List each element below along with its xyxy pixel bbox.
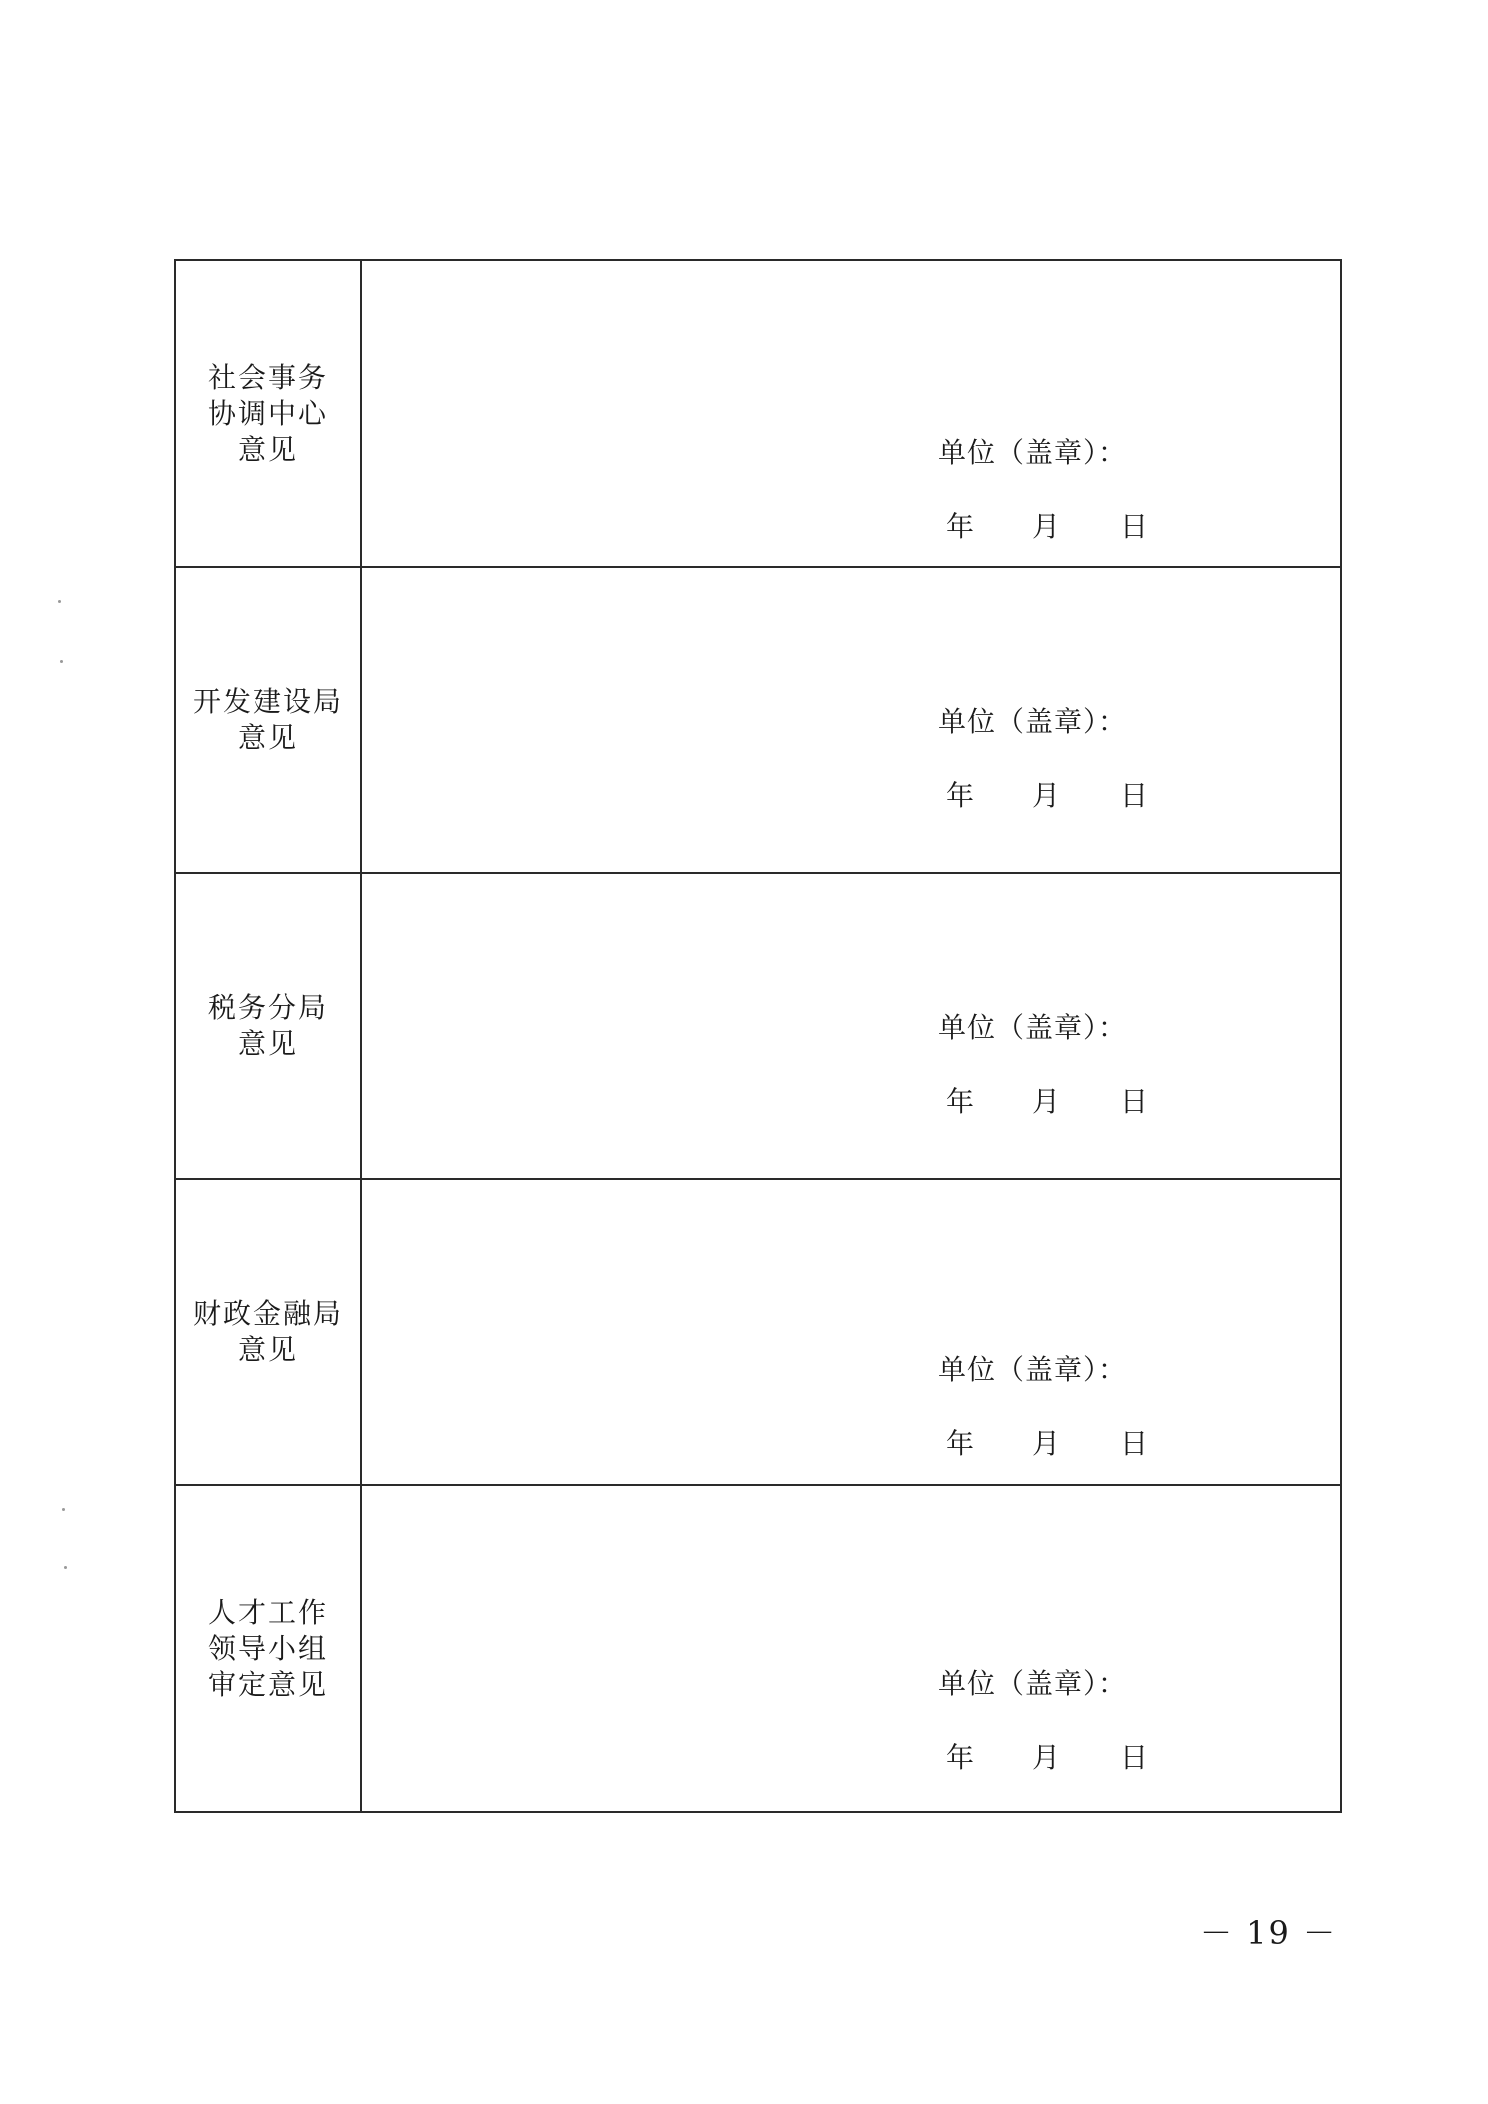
month-label: 月 [1032, 1085, 1061, 1118]
unit-stamp-label: 单位（盖章）： [938, 436, 1128, 469]
date-line [938, 1080, 1148, 1120]
label-line: 审定意见 [207, 1667, 328, 1701]
scan-speck [58, 600, 61, 603]
day-label: 日 [1120, 1085, 1149, 1118]
label-line: 协调中心 [207, 396, 328, 430]
form-row-development [175, 567, 1341, 873]
label-line: 财政金融局 [192, 1297, 343, 1330]
label-line: 领导小组 [207, 1631, 328, 1665]
year-label: 年 [946, 1741, 975, 1774]
day-label: 日 [1120, 779, 1149, 812]
label-line: 社会事务 [207, 360, 328, 394]
date-line [938, 774, 1148, 814]
month-label: 月 [1032, 510, 1061, 543]
row-label [175, 873, 361, 1179]
year-label: 年 [946, 779, 975, 812]
unit-stamp-label: 单位（盖章）： [938, 705, 1128, 738]
opinion-cell[interactable] [361, 567, 1341, 873]
row-label [175, 1485, 361, 1812]
form-row-finance [175, 1179, 1341, 1485]
year-label: 年 [946, 510, 975, 543]
signature-block [938, 1006, 1148, 1120]
month-label: 月 [1032, 1741, 1061, 1774]
label-line: 意见 [237, 432, 298, 466]
date-line [938, 505, 1148, 545]
row-label [175, 567, 361, 873]
year-label: 年 [946, 1085, 975, 1118]
opinion-cell[interactable] [361, 260, 1341, 567]
signature-block [938, 1662, 1148, 1776]
unit-stamp-label: 单位（盖章）： [938, 1011, 1128, 1044]
unit-stamp-label: 单位（盖章）： [938, 1353, 1128, 1386]
scan-speck [64, 1566, 67, 1569]
form-row-talent-group [175, 1485, 1341, 1812]
day-label: 日 [1120, 510, 1149, 543]
scan-speck [62, 1508, 65, 1511]
unit-stamp-label: 单位（盖章）： [938, 1667, 1128, 1700]
opinion-cell[interactable] [361, 1485, 1341, 1812]
page-number: － 19 － [1200, 1914, 1338, 1952]
opinion-cell[interactable] [361, 873, 1341, 1179]
month-label: 月 [1032, 779, 1061, 812]
signature-block [938, 700, 1148, 814]
form-row-tax [175, 873, 1341, 1179]
label-line: 意见 [237, 721, 298, 754]
signature-block [938, 1348, 1148, 1462]
label-line: 税务分局 [207, 991, 328, 1024]
day-label: 日 [1120, 1427, 1149, 1460]
date-line [938, 1736, 1148, 1776]
opinion-cell[interactable] [361, 1179, 1341, 1485]
form-row-social-affairs [175, 260, 1341, 567]
label-line: 开发建设局 [192, 685, 343, 718]
row-label [175, 1179, 361, 1485]
label-line: 意见 [237, 1027, 298, 1060]
month-label: 月 [1032, 1427, 1061, 1460]
day-label: 日 [1120, 1741, 1149, 1774]
label-line: 意见 [237, 1333, 298, 1366]
label-line: 人才工作 [207, 1595, 328, 1629]
date-line [938, 1422, 1148, 1462]
scan-speck [60, 660, 63, 663]
opinion-form-table [174, 259, 1342, 1813]
row-label [175, 260, 361, 567]
signature-block [938, 431, 1148, 545]
year-label: 年 [946, 1427, 975, 1460]
